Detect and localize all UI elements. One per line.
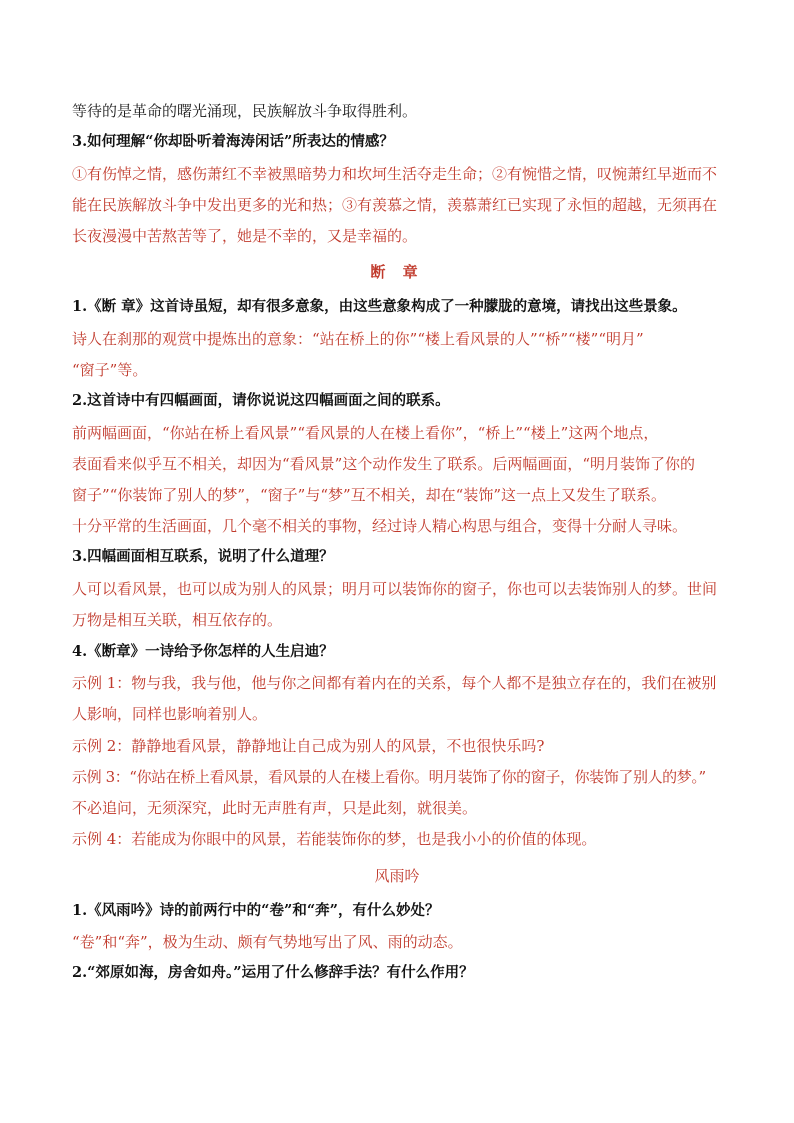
answer-line: 示例 2：静静地看风景，静静地让自己成为别人的风景，不也很快乐吗? xyxy=(72,737,545,755)
answer-line: 能在民族解放斗争中发出更多的光和热；③有羡慕之情，羡慕萧红已实现了永恒的超越，无须再在 xyxy=(72,196,718,214)
answer-line: “卷”和“奔”，极为生动、颇有气势地写出了风、雨的动态。 xyxy=(72,933,463,951)
section-heading-duanzhang: 断 章 xyxy=(370,263,424,281)
question-4-duanzhang: 4.《断章》一诗给予你怎样的人生启迪？ xyxy=(72,643,334,660)
answer-line: ①有伤悼之情，感伤萧红不幸被黑暗势力和坎坷生活夺走生命；②有惋惜之情，叹惋萧红早逝而不 xyxy=(72,165,718,183)
question-1-duanzhang: 1.《断 章》这首诗虽短，却有很多意象，由这些意象构成了一种朦胧的意境，请找出这些景象。 xyxy=(72,298,687,315)
question-3-haitao: 3.如何理解“你却卧听着海涛闲话”所表达的情感？ xyxy=(72,133,394,150)
question-2-fengyuyin: 2.“郊原如海，房舍如舟。”运用了什么修辞手法？有什么作用？ xyxy=(72,964,474,981)
question-3-duanzhang: 3.四幅画面相互联系，说明了什么道理？ xyxy=(72,548,334,565)
answer-line: 万物是相互关联，相互依存的。 xyxy=(72,611,283,629)
question-1-fengyuyin: 1.《风雨吟》诗的前两行中的“卷”和“奔”，有什么妙处？ xyxy=(72,902,440,919)
continuation-line: 等待的是革命的曙光涌现，民族解放斗争取得胜利。 xyxy=(72,102,418,120)
answer-line: 人可以看风景，也可以成为别人的风景；明月可以装饰你的窗子，你也可以去装饰别人的梦。世间 xyxy=(72,580,718,598)
answer-line: 诗人在刹那的观赏中提炼出的意象：“站在桥上的你”“楼上看风景的人”“桥”“楼”“明月” xyxy=(72,330,644,348)
answer-line: 窗子”“你装饰了别人的梦”，“窗子”与“梦”互不相关，却在“装饰”这一点上又发生了联系。 xyxy=(72,486,667,504)
answer-line: 前两幅画面，“你站在桥上看风景”“看风景的人在楼上看你”，“桥上”“楼上”这两个地点， xyxy=(72,424,659,442)
answer-line: 示例 1：物与我，我与他，他与你之间都有着内在的关系，每个人都不是独立存在的，我们在被别 xyxy=(72,674,717,692)
answer-line: 十分平常的生活画面，几个毫不相关的事物，经过诗人精心构思与组合，变得十分耐人寻味。 xyxy=(72,517,688,535)
question-2-duanzhang: 2.这首诗中有四幅画面，请你说说这四幅画面之间的联系。 xyxy=(72,392,450,409)
answer-line: 示例 3：“你站在桥上看风景，看风景的人在楼上看你。明月装饰了你的窗子，你装饰了别人的梦。” xyxy=(72,768,706,786)
section-heading-fengyuyin: 风雨吟 xyxy=(374,867,420,885)
answer-line: 不必追问，无须深究，此时无声胜有声，只是此刻，就很美。 xyxy=(72,799,478,817)
answer-line: 人影响，同样也影响着别人。 xyxy=(72,705,268,723)
answer-line: 长夜漫漫中苦熬苦等了，她是不幸的，又是幸福的。 xyxy=(72,227,418,245)
answer-line: 表面看来似乎互不相关，却因为“看风景”这个动作发生了联系。后两幅画面，“明月装饰了你的 xyxy=(72,455,696,473)
answer-line: “窗子”等。 xyxy=(72,361,148,379)
answer-line: 示例 4：若能成为你眼中的风景，若能装饰你的梦，也是我小小的价值的体现。 xyxy=(72,830,597,848)
